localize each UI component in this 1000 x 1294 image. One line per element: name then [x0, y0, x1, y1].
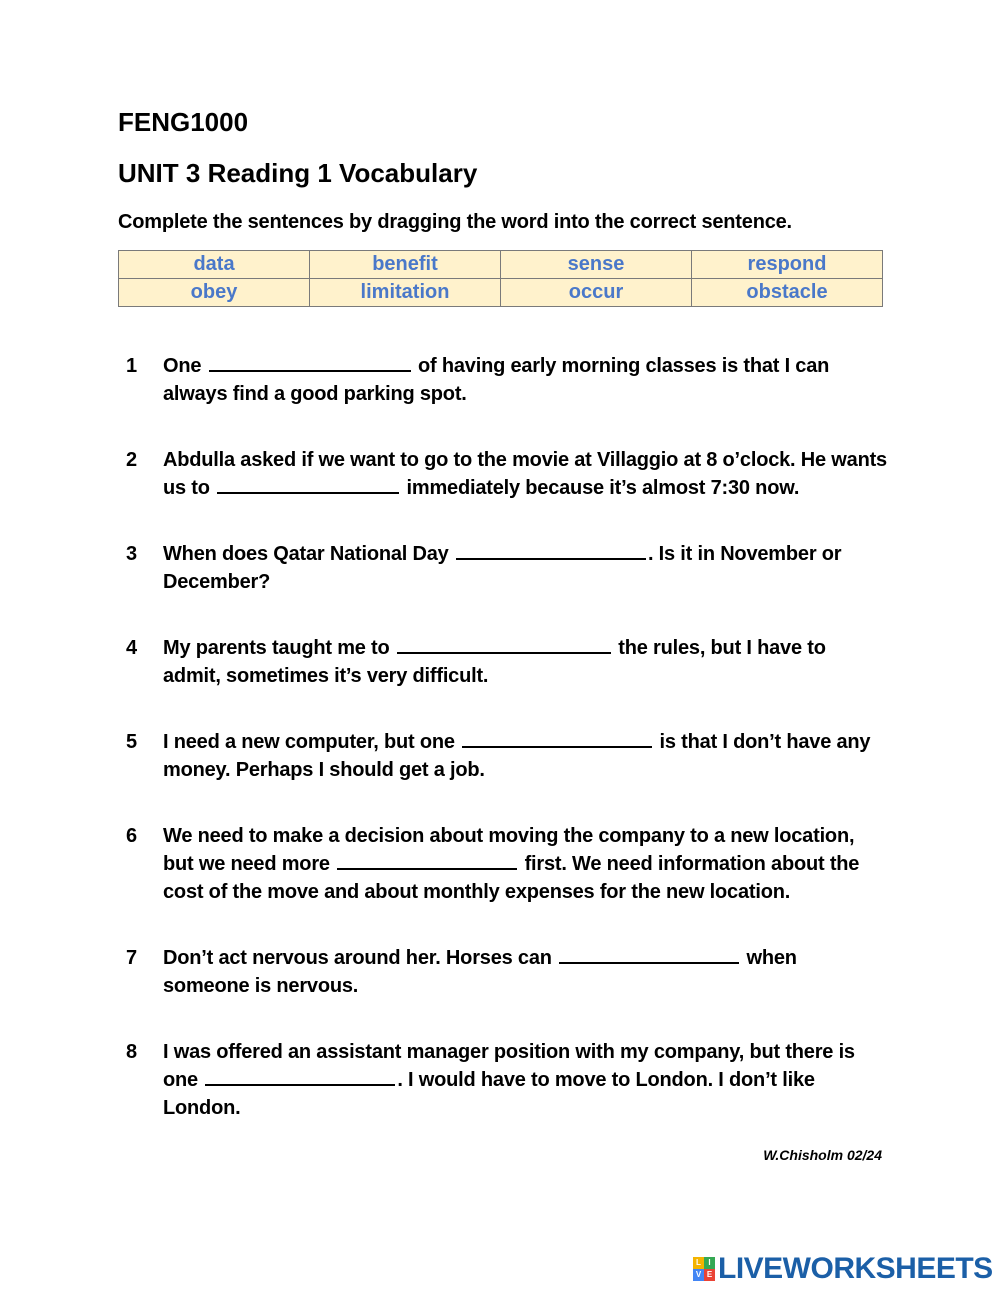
question-number: 6 — [126, 825, 137, 847]
question-1 — [118, 352, 888, 408]
author-credit: W.Chisholm 02/24 — [763, 1147, 882, 1163]
word-bank-row — [119, 251, 883, 279]
question-8 — [118, 1038, 888, 1122]
liveworksheets-logo — [693, 1254, 993, 1284]
question-text: I was offered an assistant manager position with my company, but there is one . I would have to move to London. I don’t like London. — [163, 1041, 855, 1119]
question-6 — [118, 822, 888, 906]
instructions: Complete the sentences by dragging the word into the correct sentence. — [118, 211, 792, 233]
answer-blank-2[interactable] — [217, 474, 399, 494]
word-bank — [118, 250, 883, 307]
logo-text: LIVEWORKSHEETS — [718, 1252, 993, 1285]
answer-blank-3[interactable] — [456, 540, 646, 560]
question-number: 3 — [126, 543, 137, 565]
question-text: I need a new computer, but one is that I don’t have any money. Perhaps I should get a job. — [163, 728, 888, 784]
question-number: 5 — [126, 731, 137, 753]
answer-blank-5[interactable] — [462, 728, 652, 748]
logo-mark-icon: L I V E — [693, 1257, 715, 1281]
word-benefit[interactable]: benefit — [310, 251, 501, 279]
answer-blank-1[interactable] — [209, 352, 411, 372]
question-text: We need to make a decision about moving the company to a new location, but we need more first. We need information about the cost of the move and about monthly expenses for the new location. — [163, 825, 860, 903]
word-limitation[interactable]: limitation — [310, 279, 501, 307]
answer-blank-7[interactable] — [559, 944, 739, 964]
question-number: 7 — [126, 947, 137, 969]
word-bank-row — [119, 279, 883, 307]
question-number: 2 — [126, 449, 137, 471]
question-text: My parents taught me to the rules, but I have to admit, sometimes it’s very difficult. — [163, 634, 888, 690]
course-code: FENG1000 — [118, 107, 249, 137]
question-number: 4 — [126, 637, 137, 659]
question-7 — [118, 944, 888, 1000]
question-text: One of having early morning classes is that I can always find a good parking spot. — [163, 352, 888, 408]
question-number: 1 — [126, 355, 137, 377]
word-data[interactable]: data — [119, 251, 310, 279]
word-sense[interactable]: sense — [501, 251, 692, 279]
question-text: Don’t act nervous around her. Horses can when someone is nervous. — [163, 944, 888, 1000]
word-respond[interactable]: respond — [692, 251, 883, 279]
question-5 — [118, 728, 888, 784]
word-occur[interactable]: occur — [501, 279, 692, 307]
unit-title: UNIT 3 Reading 1 Vocabulary — [118, 158, 478, 188]
question-2 — [118, 446, 888, 502]
word-obey[interactable]: obey — [119, 279, 310, 307]
question-text: When does Qatar National Day . Is it in November or December? — [163, 540, 888, 596]
answer-blank-4[interactable] — [397, 634, 611, 654]
word-obstacle[interactable]: obstacle — [692, 279, 883, 307]
question-4 — [118, 634, 888, 690]
question-number: 8 — [126, 1041, 137, 1063]
answer-blank-8[interactable] — [205, 1066, 395, 1086]
question-3 — [118, 540, 888, 596]
question-text: Abdulla asked if we want to go to the movie at Villaggio at 8 o’clock. He wants us to immediately because it’s almost 7:30 now. — [163, 449, 887, 499]
question-list — [118, 352, 888, 1122]
answer-blank-6[interactable] — [337, 850, 517, 870]
